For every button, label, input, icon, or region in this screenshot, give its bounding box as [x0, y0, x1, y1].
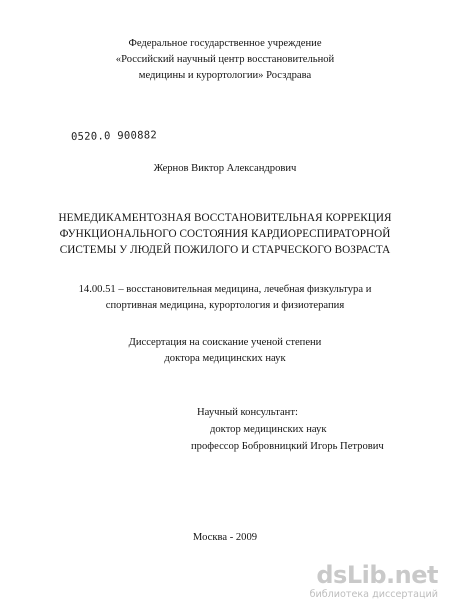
advisor-label: Научный консультант: — [197, 407, 298, 418]
title-line-1: НЕМЕДИКАМЕНТОЗНАЯ ВОССТАНОВИТЕЛЬНАЯ КОРРЕКЦИЯ — [58, 212, 392, 224]
watermark-caption: библиотека диссертаций — [309, 589, 438, 600]
watermark-logo: dsLib.net — [316, 561, 438, 589]
degree-line-2: доктора медицинских наук — [164, 353, 286, 364]
watermark — [309, 561, 448, 609]
title-line-2: ФУНКЦИОНАЛЬНОГО СОСТОЯНИЯ КАРДИОРЕСПИРАТОРНОЙ — [59, 228, 391, 240]
specialty-line-1: 14.00.51 – восстановительная медицина, лечебная физкультура и — [78, 284, 372, 295]
institution-line-1: Федеральное государственное учреждение — [128, 38, 322, 49]
city-year: Москва - 2009 — [192, 532, 258, 543]
advisor-name: профессор Бобровницкий Игорь Петрович — [191, 441, 384, 452]
degree-line-1: Диссертация на соискание ученой степени — [128, 337, 322, 348]
advisor-degree: доктор медицинских наук — [210, 424, 327, 435]
specialty-line-2: спортивная медицина, курортология и физиотерапия — [105, 300, 345, 311]
title-line-3: СИСТЕМЫ У ЛЮДЕЙ ПОЖИЛОГО И СТАРЧЕСКОГО ВОЗРАСТА — [59, 244, 391, 256]
institution-line-3: медицины и курортологии» Росздрава — [138, 70, 312, 81]
author-name: Жернов Виктор Александрович — [153, 163, 297, 174]
institution-line-2: «Российский научный центр восстановительной — [115, 54, 335, 65]
library-stamp-number: 0520.0 900882 — [70, 129, 158, 143]
